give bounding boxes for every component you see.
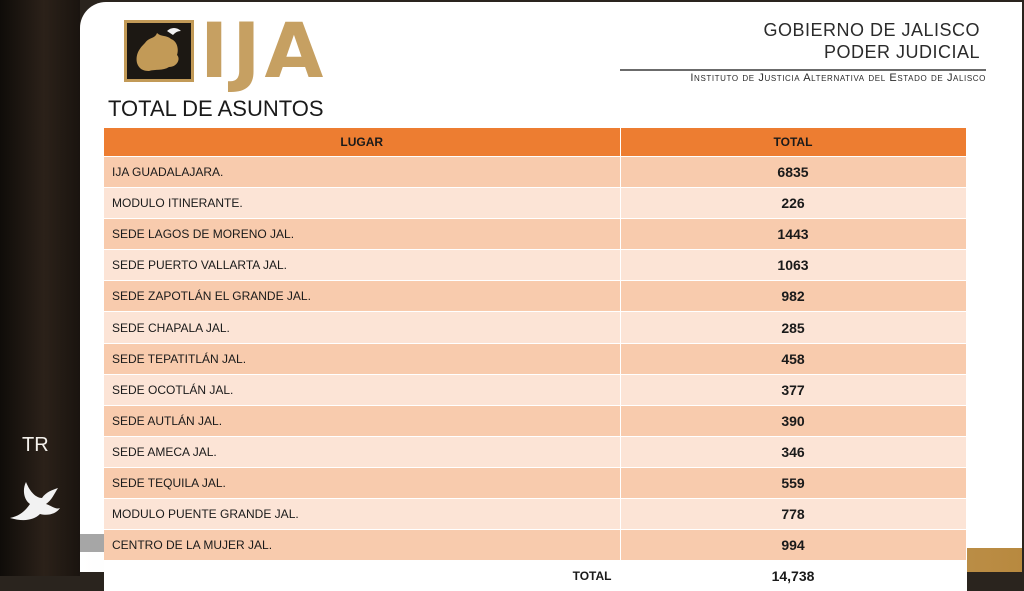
table-row: [104, 343, 966, 374]
table-row: [104, 467, 966, 498]
total-value: 14,738: [620, 561, 966, 591]
jalisco-map-logo: [124, 20, 194, 82]
table-row: [104, 436, 966, 467]
header-divider: [620, 69, 986, 71]
side-label: TR: [22, 434, 49, 456]
place-cell: IJA GUADALAJARA.: [104, 157, 620, 188]
total-cell: 285: [620, 312, 966, 343]
place-cell: SEDE ZAPOTLÁN EL GRANDE JAL.: [104, 281, 620, 312]
total-cell: 226: [620, 188, 966, 219]
total-cell: 377: [620, 374, 966, 405]
table-row: [104, 530, 966, 561]
judiciary-title: PODER JUDICIAL: [823, 42, 980, 62]
table-row: [104, 219, 966, 250]
grey-accent-bar: [80, 534, 104, 552]
table-total-row: [104, 561, 966, 591]
place-cell: SEDE LAGOS DE MORENO JAL.: [104, 219, 620, 250]
place-cell: MODULO ITINERANTE.: [104, 188, 620, 219]
page-title: TOTAL DE ASUNTOS: [108, 96, 324, 121]
total-cell: 1443: [620, 219, 966, 250]
place-cell: SEDE AUTLÁN JAL.: [104, 405, 620, 436]
total-cell: 1063: [620, 250, 966, 281]
place-cell: SEDE TEPATITLÁN JAL.: [104, 343, 620, 374]
column-header-place: LUGAR: [104, 128, 620, 157]
place-cell: MODULO PUENTE GRANDE JAL.: [104, 499, 620, 530]
total-cell: 346: [620, 436, 966, 467]
table-row: [104, 374, 966, 405]
totals-table: [104, 128, 967, 591]
total-label: TOTAL: [104, 561, 620, 591]
institute-name: Instituto de Justicia Alternativa del Estado de Jalisco: [690, 72, 986, 84]
column-header-total: TOTAL: [620, 128, 966, 157]
total-cell: 390: [620, 405, 966, 436]
table-row: [104, 405, 966, 436]
total-cell: 994: [620, 530, 966, 561]
place-cell: SEDE OCOTLÁN JAL.: [104, 374, 620, 405]
total-cell: 6835: [620, 157, 966, 188]
place-cell: CENTRO DE LA MUJER JAL.: [104, 530, 620, 561]
total-cell: 559: [620, 467, 966, 498]
table-row: [104, 312, 966, 343]
ija-logo-text: IJA: [200, 6, 328, 95]
left-decorative-band: [0, 0, 80, 576]
government-title: GOBIERNO DE JALISCO: [763, 20, 980, 40]
table-row: [104, 157, 966, 188]
table-row: [104, 281, 966, 312]
place-cell: SEDE TEQUILA JAL.: [104, 467, 620, 498]
slide: [80, 2, 1022, 585]
total-cell: 982: [620, 281, 966, 312]
jalisco-map-icon: [127, 23, 191, 79]
table-row: [104, 188, 966, 219]
place-cell: SEDE AMECA JAL.: [104, 436, 620, 467]
dove-icon: [6, 478, 62, 526]
place-cell: SEDE CHAPALA JAL.: [104, 312, 620, 343]
total-cell: 458: [620, 343, 966, 374]
table-row: [104, 250, 966, 281]
place-cell: SEDE PUERTO VALLARTA JAL.: [104, 250, 620, 281]
table-row: [104, 499, 966, 530]
table-header-row: [104, 128, 966, 157]
total-cell: 778: [620, 499, 966, 530]
